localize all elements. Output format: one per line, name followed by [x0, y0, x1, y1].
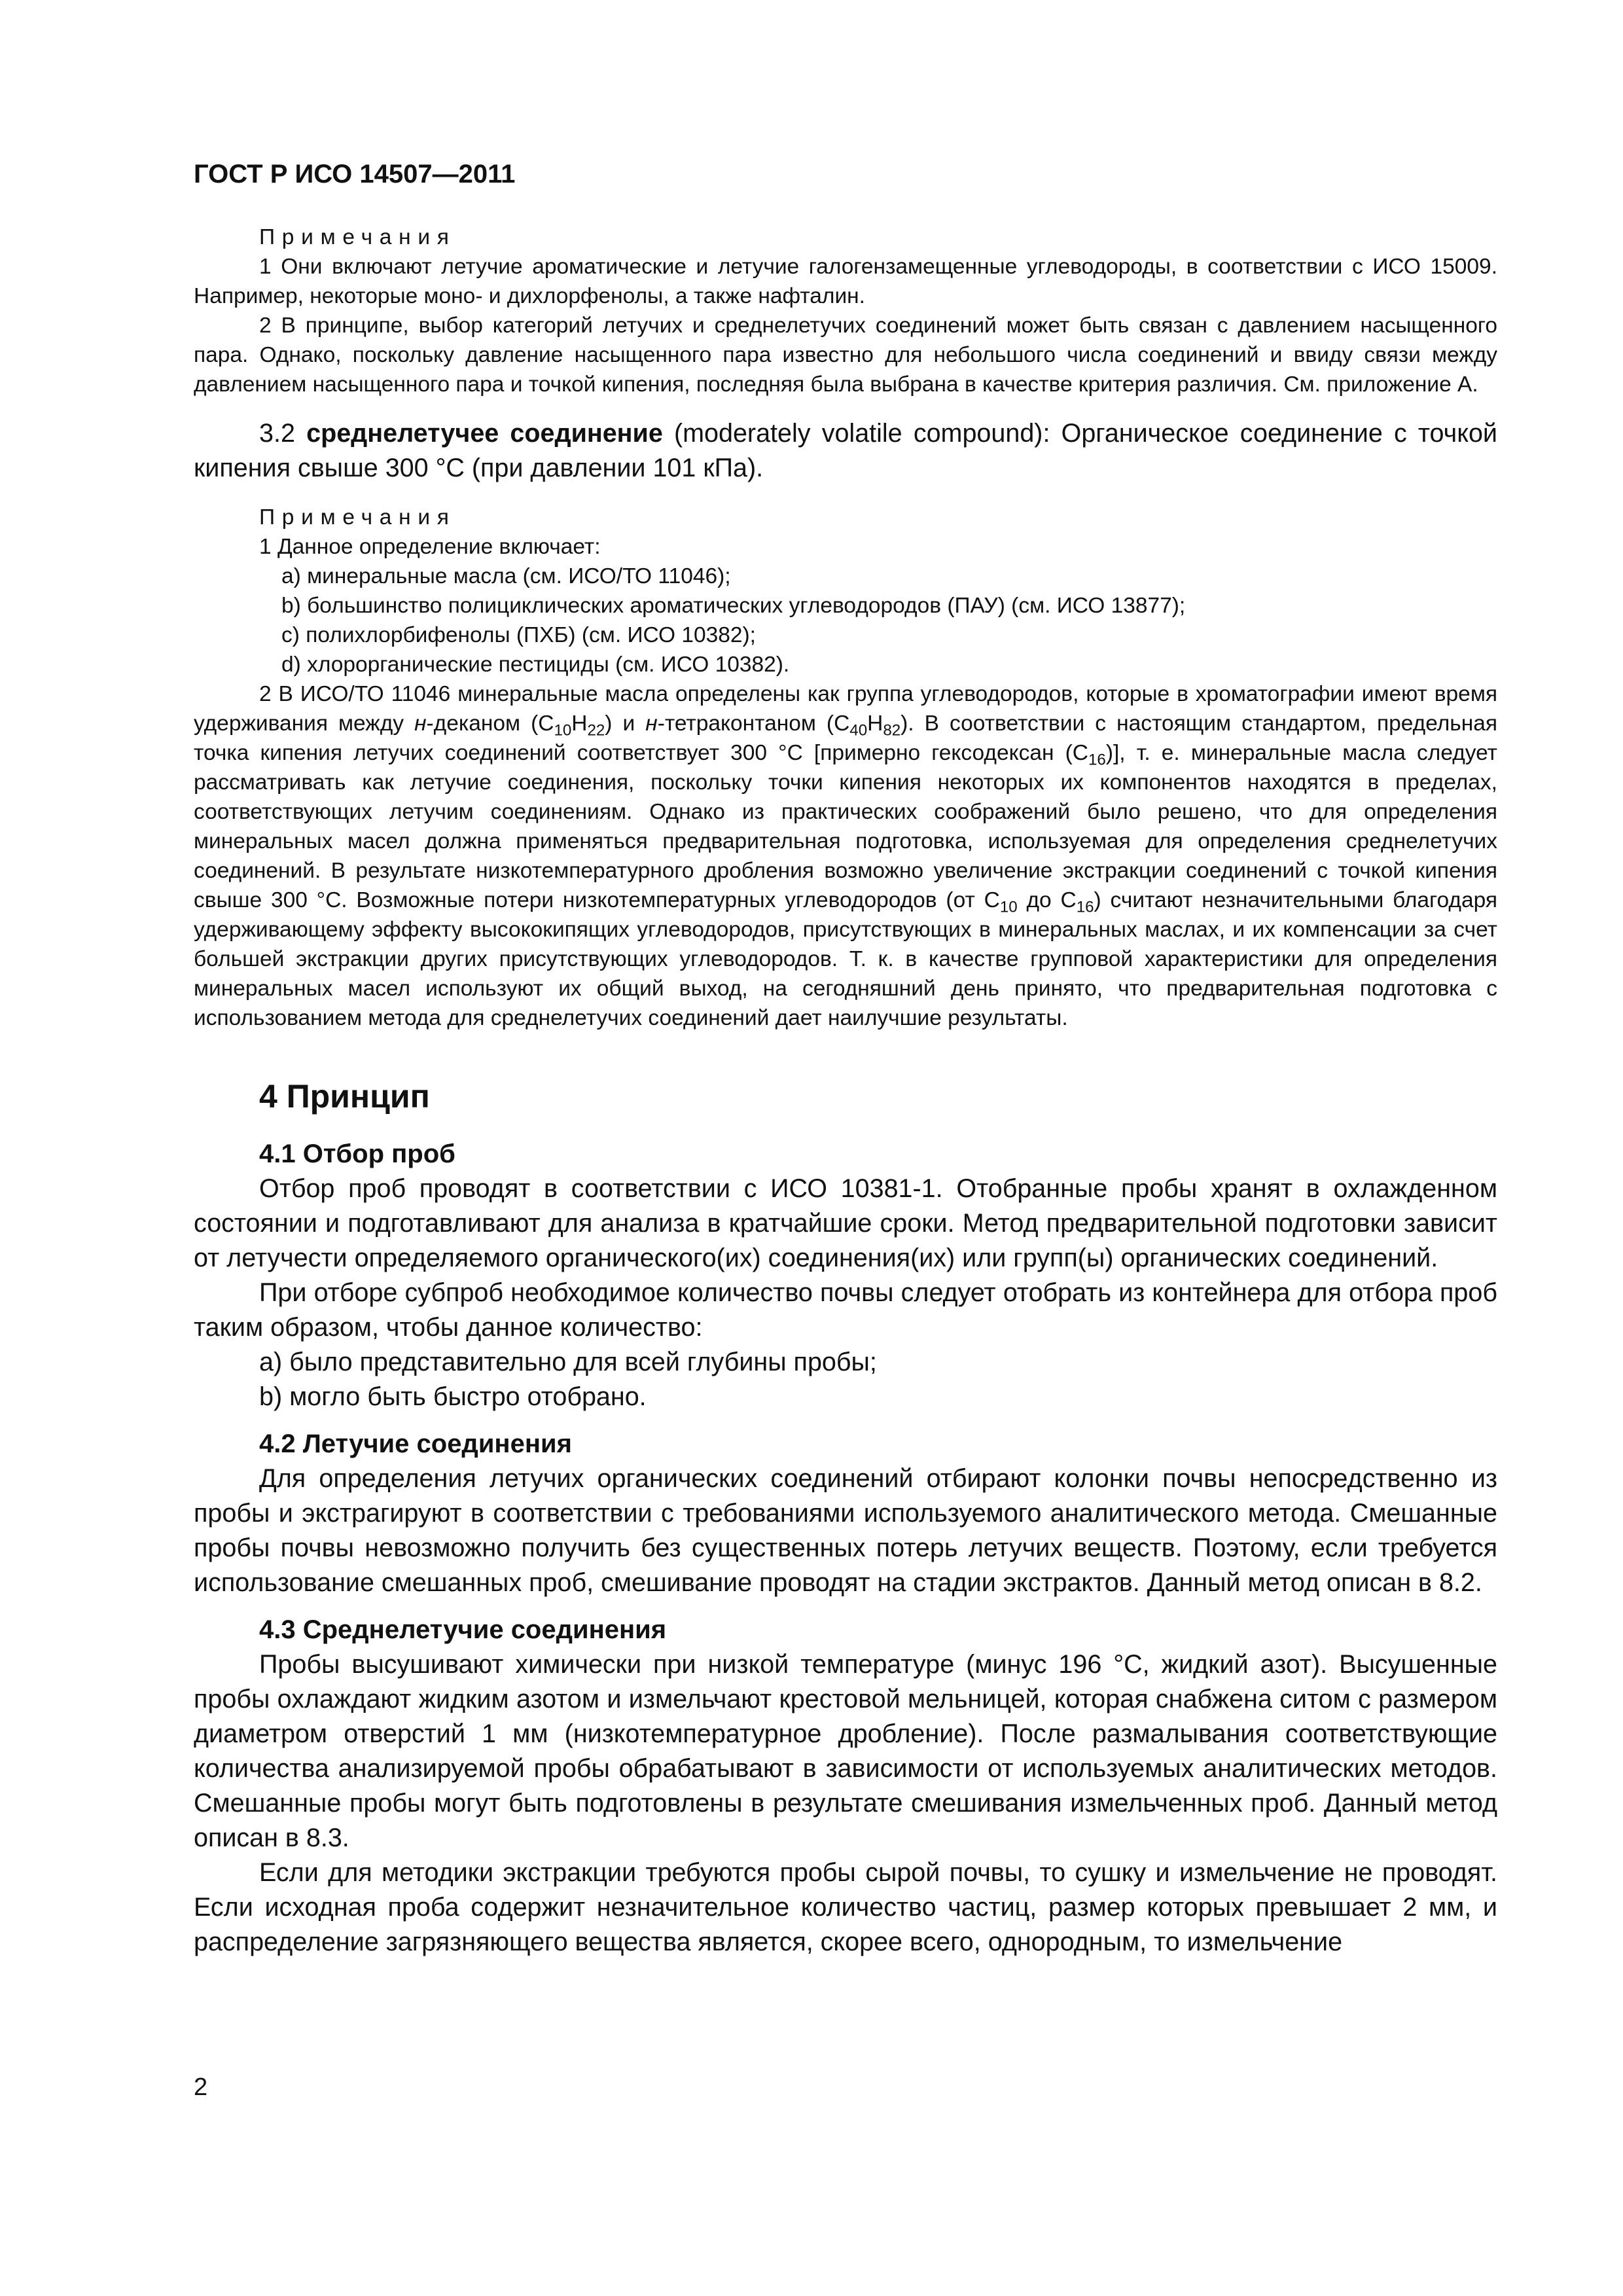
subscript: 10	[999, 898, 1018, 916]
definition-text: (moderately volatile compound): Органическое соединение с точкой кипения свыше 300 °C (при давлении 101 кПа).	[194, 419, 1497, 482]
text-run: )], т. е. минеральные масла следует рассматривать как летучие соединения, поскольку точки кипения некоторых их компонентов находятся в пределах, соответствующих летучим соединениям. Однако из практических соображений было решено, что для определения минеральных масел должна применяться предварительная подготовка, используемая для определения среднелетучих соединений. В результате низкотемпературного дробления возможно увеличение экстракции соединений с точкой кипения свыше 300 °C. Возможные потери низкотемпературных углеводородов (от C	[194, 741, 1497, 912]
text-run: ) считают незначительными благодаря удерживающему эффекту высококипящих углеводородов, присутствующих в минеральных маслах, и их компенсации за счет большей экстракции других присутствующих углеводородов. Т. к. в качестве групповой характеристики для определения минеральных масел используют их общий выход, на сегодняшний день принято, что предварительная подготовка с использованием метода для среднелетучих соединений дает наилучшие результаты.	[194, 888, 1497, 1030]
text-run: до C	[1017, 888, 1077, 912]
note-2	[194, 679, 1497, 1033]
subsection-4-2-heading: 4.2 Летучие соединения	[259, 1429, 572, 1458]
notes-block-1	[194, 223, 1497, 399]
text-run: ) и	[605, 711, 646, 736]
notes-title: Примечания	[259, 225, 456, 249]
text-run: ). В соответствии с настоящим стандартом, предельная точка кипения летучих соединений соответствует 300 °C [примерно гексодексан (C	[194, 711, 1497, 765]
definition-term: среднелетучее соединение	[306, 419, 663, 448]
paragraph: Если для методики экстракции требуются пробы сырой почвы, то сушку и измельчение не проводят. Если исходная проба содержит незначительное количество частиц, размер которых превышает 2 мм, и распределение загрязняющего вещества является, скорее всего, однородным, то измельчение	[194, 1858, 1497, 1956]
paragraph: Для определения летучих органических соединений отбирают колонки почвы непосредственно из пробы и экстрагируют в соответствии с требованиями используемого аналитического метода. Смешанные пробы почвы невозможно получить без существенных потерь летучих веществ. Поэтому, если требуется использование смешанных проб, смешивание проводят на стадии экстрактов. Данный метод описан в 8.2.	[194, 1464, 1497, 1597]
list-item: a) было представительно для всей глубины пробы;	[259, 1348, 877, 1376]
note-2: 2 В принципе, выбор категорий летучих и среднелетучих соединений может быть связан с давлением насыщенного пара. Однако, поскольку давление насыщенного пара известно для небольшого числа соединений и ввиду связи между давлением насыщенного пара и точкой кипения, последняя была выбрана в качестве критерия различия. См. приложение А.	[194, 314, 1497, 397]
page-number: 2	[194, 2073, 208, 2101]
subsection-4-1-body	[194, 1172, 1497, 1414]
section-4-heading: 4 Принцип	[259, 1078, 430, 1115]
note-1: 1 Они включают летучие ароматические и летучие галогензамещенные углеводороды, в соответствии с ИСО 15009. Например, некоторые моно- и дихлорфенолы, а также нафталин.	[194, 255, 1497, 308]
paragraph: Отбор проб проводят в соответствии с ИСО 10381-1. Отобранные пробы хранят в охлажденном состоянии и подготавливают для анализа в кратчайшие сроки. Метод предварительной подготовки зависит от летучести определяемого органического(их) соединения(их) или групп(ы) органических соединений.	[194, 1174, 1497, 1272]
subsection-4-1-heading: 4.1 Отбор проб	[259, 1139, 455, 1168]
subsection-4-2-body	[194, 1462, 1497, 1600]
paragraph: При отборе субпроб необходимое количество почвы следует отобрать из контейнера для отбора проб таким образом, чтобы данное количество:	[194, 1278, 1497, 1342]
text-run: 2 В ИСО/ТО 11046 минеральные масла определены как группа углеводородов, которые в хроматографии имеют время удерживания между	[194, 682, 1497, 736]
subscript: 10	[554, 721, 572, 740]
page-content	[194, 223, 1497, 1960]
text-run: -тетраконтаном (C	[657, 711, 850, 736]
list-item: c) полихлорбифенолы (ПХБ) (см. ИСО 10382);	[281, 623, 756, 647]
paragraph: Пробы высушивают химически при низкой температуре (минус 196 °C, жидкий азот). Высушенные пробы охлаждают жидким азотом и измельчают крестовой мельницей, которая снабжена ситом с размером диаметром отверстий 1 мм (низкотемпературное дробление). После размалывания соответствующие количества анализируемой пробы обрабатывают в зависимости от используемых аналитических методов. Смешанные пробы могут быть подготовлены в результате смешивания измельченных проб. Данный метод описан в 8.3.	[194, 1650, 1497, 1852]
text-run: H	[571, 711, 588, 736]
definition-3-2	[194, 416, 1497, 486]
subscript: 82	[883, 721, 901, 740]
document-header: ГОСТ Р ИСО 14507—2011	[194, 160, 516, 188]
list-item: b) могло быть быстро отобрано.	[259, 1382, 647, 1411]
text-run: -деканом (C	[426, 711, 554, 736]
list-item: d) хлорорганические пестициды (см. ИСО 10382).	[281, 653, 790, 677]
subscript: 16	[1088, 751, 1106, 769]
text-run: H	[867, 711, 883, 736]
subsection-4-3-heading: 4.3 Среднелетучие соединения	[259, 1615, 667, 1644]
note-1: 1 Данное определение включает:	[259, 535, 601, 559]
list-item: a) минеральные масла (см. ИСО/ТО 11046);	[281, 564, 731, 588]
subsection-4-3-body	[194, 1647, 1497, 1960]
italic-run: н	[414, 711, 427, 736]
subscript: 40	[849, 721, 868, 740]
list-item: b) большинство полициклических ароматических углеводородов (ПАУ) (см. ИСО 13877);	[281, 594, 1186, 618]
subscript: 22	[587, 721, 605, 740]
subscript: 16	[1076, 898, 1094, 916]
notes-title: Примечания	[259, 505, 456, 529]
definition-number: 3.2	[259, 419, 295, 448]
italic-run: н	[645, 711, 658, 736]
notes-block-2	[194, 503, 1497, 1033]
